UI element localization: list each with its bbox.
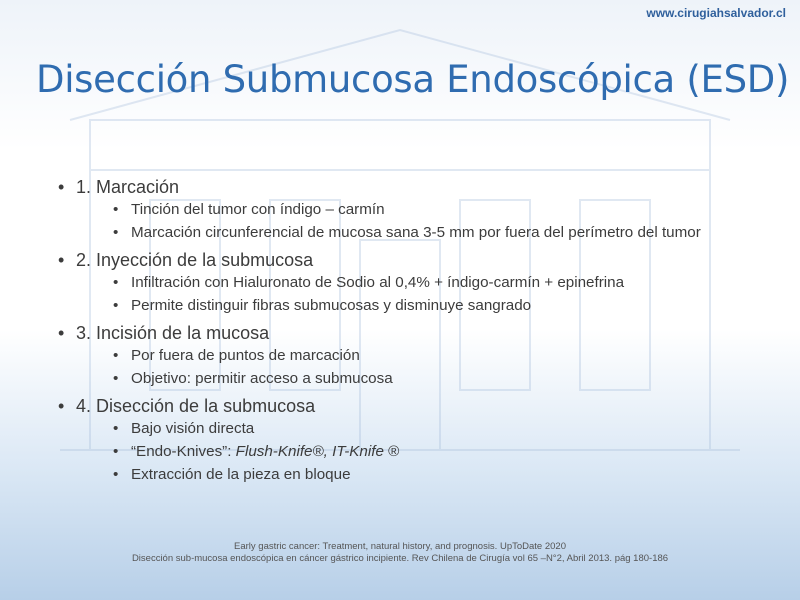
sub-bullet-endo-knives bbox=[109, 443, 768, 460]
sub-bullet: • Tinción del tumor con índigo – carmín bbox=[109, 201, 768, 218]
reference-line: Disección sub-mucosa endoscópica en cáncer gástrico incipiente. Rev Chilena de Cirugía vol 65 –N°2, Abril 2013. pág 180-186 bbox=[131, 553, 669, 564]
references bbox=[0, 541, 800, 565]
endo-knives-prefix: “Endo-Knives”: bbox=[131, 443, 236, 460]
slide-title: Disección Submucosa Endoscópica (ESD) bbox=[36, 58, 790, 101]
sub-bullet: • Bajo visión directa bbox=[109, 420, 768, 437]
endo-knives-names: Flush-Knife®, IT-Knife bbox=[235, 443, 384, 460]
sub-bullet: • Marcación circunferencial de mucosa sana 3-5 mm por fuera del perímetro del tumor bbox=[109, 224, 768, 241]
sub-bullet: • Extracción de la pieza en bloque bbox=[109, 466, 768, 483]
bullet-section-4 bbox=[58, 395, 768, 483]
endo-knives-suffix: ® bbox=[383, 443, 400, 460]
section-label: 4. Disección de la submucosa bbox=[76, 396, 316, 416]
sub-bullet: • Objetivo: permitir acceso a submucosa bbox=[109, 370, 768, 387]
sub-bullet: • Permite distinguir fibras submucosas y disminuye sangrado bbox=[109, 297, 768, 314]
bullet-section-2 bbox=[58, 249, 768, 314]
section-label: 3. Incisión de la mucosa bbox=[76, 323, 270, 343]
slide-content bbox=[58, 176, 768, 489]
sub-bullet: • Por fuera de puntos de marcación bbox=[109, 347, 768, 364]
bullet-section-3 bbox=[58, 322, 768, 387]
site-url: www.cirugiahsalvador.cl bbox=[646, 6, 786, 20]
section-label: 1. Marcación bbox=[76, 177, 180, 197]
section-label: 2. Inyección de la submucosa bbox=[76, 250, 314, 270]
sub-bullet: • Infiltración con Hialuronato de Sodio al 0,4% + índigo-carmín + epinefrina bbox=[109, 274, 768, 291]
bullet-section-1 bbox=[58, 176, 768, 241]
reference-line: Early gastric cancer: Treatment, natural history, and prognosis. UpToDate 2020 bbox=[234, 541, 566, 552]
